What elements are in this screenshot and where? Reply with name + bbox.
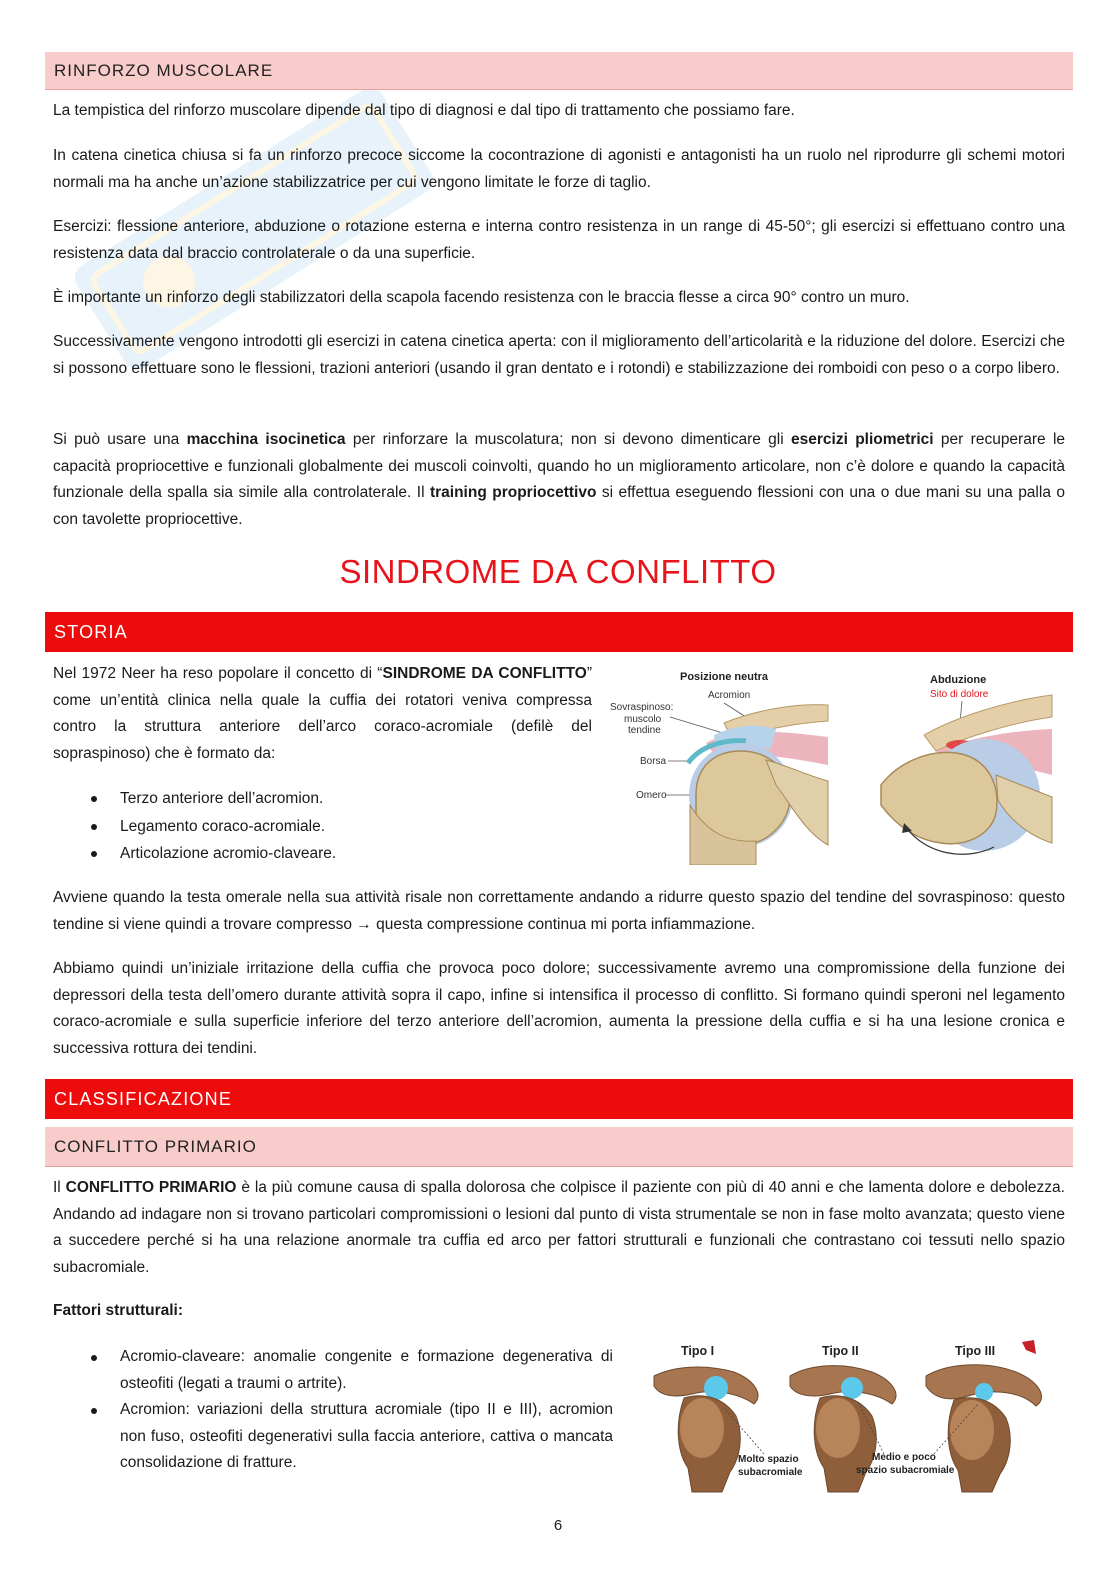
figure-label: Molto spazio [738, 1454, 799, 1465]
section-header-rinforzo: RINFORZO MUSCOLARE [45, 52, 1073, 90]
main-title: SINDROME DA CONFLITTO [339, 553, 777, 590]
paragraph: È importante un rinforzo degli stabilizzatori della scapola facendo resistenza con le braccia flesse a circa 90° contro un muro. [53, 289, 910, 306]
paragraph: La tempistica del rinforzo muscolare dipende dal tipo di diagnosi e dal tipo di trattamento che possiamo fare. [53, 102, 795, 119]
paragraph: Il CONFLITTO PRIMARIO è la più comune causa di spalla dolorosa che colpisce il paziente con più di 40 anni e che lamenta dolore e debolezza. Andando ad indagare non si trovano particolari compromissioni o lesioni dal punto di vista strumentale se non in fase molto avanzata; questo viene a succedere perché si ha una relazione anormale tra cuffia ed arco per fattori strutturali e funzionali che contrastano coi tessuti nello spazio subacromiale. [53, 1179, 1065, 1276]
figure-label: tendine [628, 725, 661, 736]
figure-label: Medio e poco [872, 1452, 936, 1463]
bullet-list [53, 1344, 613, 1477]
figure-label: subacromiale [738, 1467, 803, 1478]
sub-header-conflitto-primario: CONFLITTO PRIMARIO [45, 1127, 1073, 1167]
figure-label: spazio subacromiale [856, 1465, 955, 1476]
figure-label: Posizione neutra [680, 671, 769, 683]
figure-label: Tipo I [681, 1344, 715, 1358]
paragraph: In catena cinetica chiusa si fa un rinforzo precoce siccome la cocontrazione di agonisti e antagonisti ha un ruolo nel riprodurre gli schemi motori normali ma ha anche un’azione stabilizzatrice per cui vengono limitate le forze di taglio. [53, 147, 1065, 191]
list-item: Terzo anteriore dell’acromion. [53, 785, 336, 813]
figure-label: Acromion [708, 690, 751, 701]
figure-label: Borsa [640, 756, 667, 767]
figure-label: Tipo III [955, 1344, 996, 1358]
figure-label: Tipo II [822, 1344, 859, 1358]
figure-label: muscolo [624, 714, 662, 725]
list-item: Legamento coraco-acromiale. [53, 813, 336, 841]
paragraph: Si può usare una macchina isocinetica per rinforzare la muscolatura; non si devono dimenticare gli esercizi pliometrici per recuperare le capacità propriocettive e funzionali globalmente dei muscoli coinvolti, quando ho un miglioramento articolare, non c’è dolore e quando la capacità funzionale della spalla sia simile alla controlaterale. Il training propriocettivo si effettua eseguendo flessioni con una o due mani su una palla o con tavolette propriocettive. [53, 431, 1066, 528]
figure-label: Abduzione [930, 674, 987, 686]
figure-label: Sito di dolore [930, 689, 989, 700]
paragraph: Nel 1972 Neer ha reso popolare il concetto di “SINDROME DA CONFLITTO” come un’entità clinica nella quale la cuffia dei rotatori veniva compressa contro la struttura anteriore dell’arco coraco-acromiale (defilè del sopraspinoso) che è formato da: [53, 665, 593, 762]
list-item: Acromio-claveare: anomalie congenite e formazione degenerativa di osteofiti (legati a traumi o artrite). [53, 1344, 613, 1397]
list-item: Acromion: variazioni della struttura acromiale (tipo II e III), acromion non fuso, osteofiti degenerativi sulla faccia anteriore, cattiva o mancata consolidazione di fratture. [53, 1397, 613, 1477]
list-item: Articolazione acromio-claveare. [53, 840, 336, 868]
bullet-list [53, 785, 336, 868]
paragraph: Abbiamo quindi un’iniziale irritazione della cuffia che provoca poco dolore; successivamente avremo una compromissione della funzione dei depressori della testa dell’omero durante attività sopra il capo, infine si intensifica il processo di conflitto. Si formano quindi speroni nel legamento coraco-acromiale e sulla superficie inferiore del terzo anteriore dell’acromion, aumenta la pressione della cuffia e si ha una lesione cronica e successiva rottura dei tendini. [53, 960, 1065, 1057]
figure-label: Omero [636, 790, 667, 801]
paragraph: Esercizi: flessione anteriore, abduzione o rotazione esterna e interna contro resistenza in un range di 45-50°; gli esercizi si effettuano contro una resistenza data dal braccio controlaterale o da una superficie. [53, 218, 1065, 262]
shoulder-impingement-figure [606, 665, 1058, 865]
section-header-classificazione: CLASSIFICAZIONE [45, 1079, 1073, 1119]
paragraph: Avviene quando la testa omerale nella sua attività risale non correttamente andando a ridurre questo spazio del tendine del sovraspinoso: questo tendine si viene quindi a trovare compresso → questa compressione continua mi porta infiammazione. [53, 889, 1065, 933]
section-header-storia: STORIA [45, 612, 1073, 652]
acromion-types-figure [644, 1336, 1056, 1496]
fattori-title: Fattori strutturali: [53, 1302, 184, 1319]
figure-label: Sovraspinoso: [610, 702, 674, 713]
paragraph: Successivamente vengono introdotti gli esercizi in catena cinetica aperta: con il miglioramento dell’articolarità e la riduzione del dolore. Esercizi che si possono effettuare sono le flessioni, trazioni anteriori (usando il gran dentato e i rotondi) e stabilizzazione dei romboidi con peso o a corpo libero. [53, 333, 1065, 377]
page-number: 6 [553, 1517, 563, 1534]
